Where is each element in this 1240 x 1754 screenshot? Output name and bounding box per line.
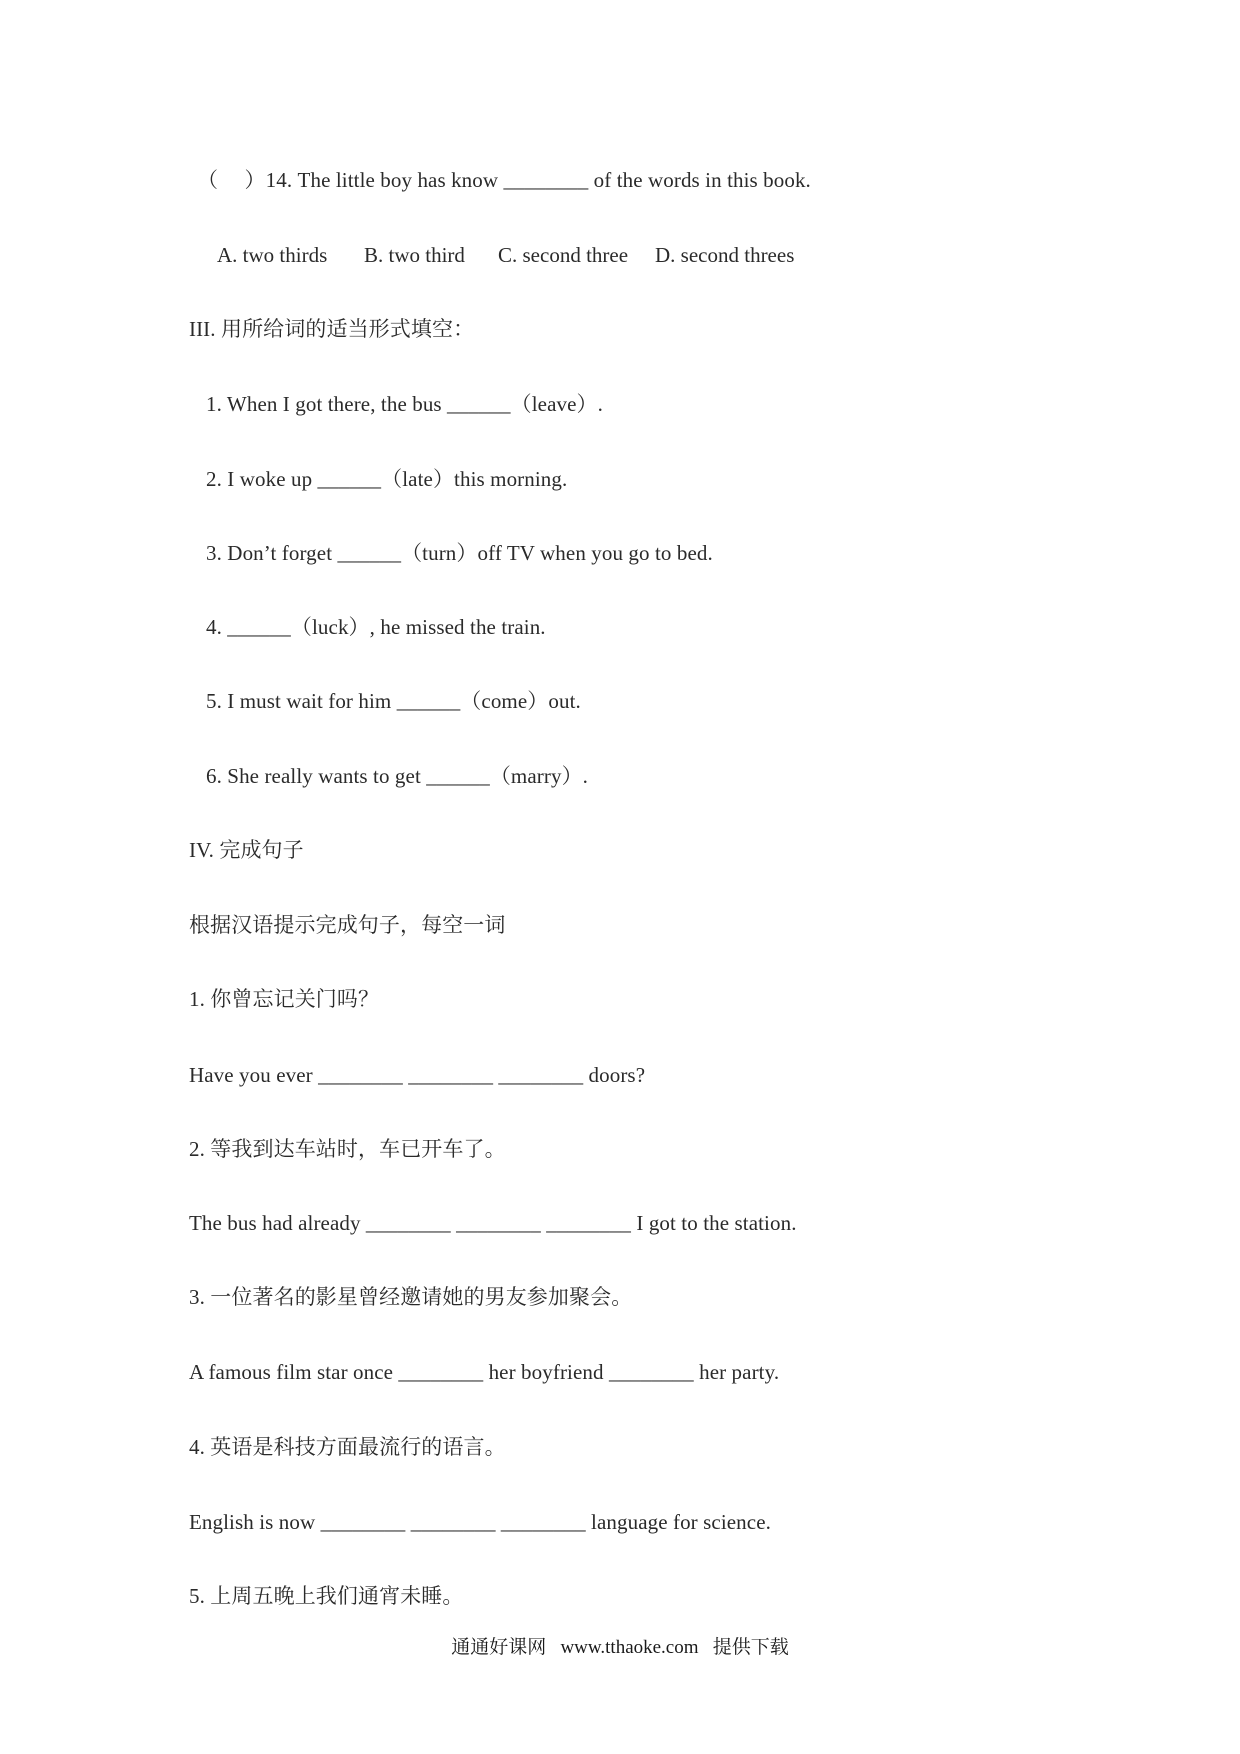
option-b: B. two third [364,243,465,267]
option-d: D. second threes [655,243,795,267]
section-4-item-1-chinese: 1. 你曾忘记关门吗？ [189,987,380,1011]
section-4-item-3-english: A famous film star once ________ her boyfriend ________ her party. [189,1360,780,1384]
section-4-item-5-chinese: 5. 上周五晚上我们通宵未睡。 [189,1584,464,1608]
section-4-item-2-english: The bus had already ________ ________ ________ I got to the station. [189,1211,797,1235]
section-4-item-4-chinese: 4. 英语是科技方面最流行的语言。 [189,1435,506,1459]
section-4-item-1-english: Have you ever ________ ________ ________ doors? [189,1063,646,1087]
option-a: A. two thirds [217,243,328,267]
section-3-item-1: 1. When I got there, the bus ______（leave）. [206,392,603,416]
section-4-item-3-chinese: 3. 一位著名的影星曾经邀请她的男友参加聚会。 [189,1285,633,1309]
section-4-instruction: 根据汉语提示完成句子，每空一词 [189,913,506,937]
option-c: C. second three [498,243,629,267]
section-3-item-4: 4. ______（luck）, he missed the train. [206,615,546,639]
section-3-heading: III. 用所给词的适当形式填空： [189,317,475,341]
section-3-item-3: 3. Don’t forget ______（turn）off TV when you go to bed. [206,541,713,565]
page-footer: 通通好课网 www.tthaoke.com 提供下载 [451,1637,789,1658]
section-3-item-2: 2. I woke up ______（late）this morning. [206,467,568,491]
section-4-heading: IV. 完成句子 [189,838,304,862]
question-14: （ ）14. The little boy has know ________ of the words in this book. [197,168,811,192]
section-3-item-5: 5. I must wait for him ______（come）out. [206,689,581,713]
section-4-item-4-english: English is now ________ ________ ________ language for science. [189,1510,771,1534]
section-4-item-2-chinese: 2. 等我到达车站时，车已开车了。 [189,1137,506,1161]
section-3-item-6: 6. She really wants to get ______（marry）. [206,764,589,788]
